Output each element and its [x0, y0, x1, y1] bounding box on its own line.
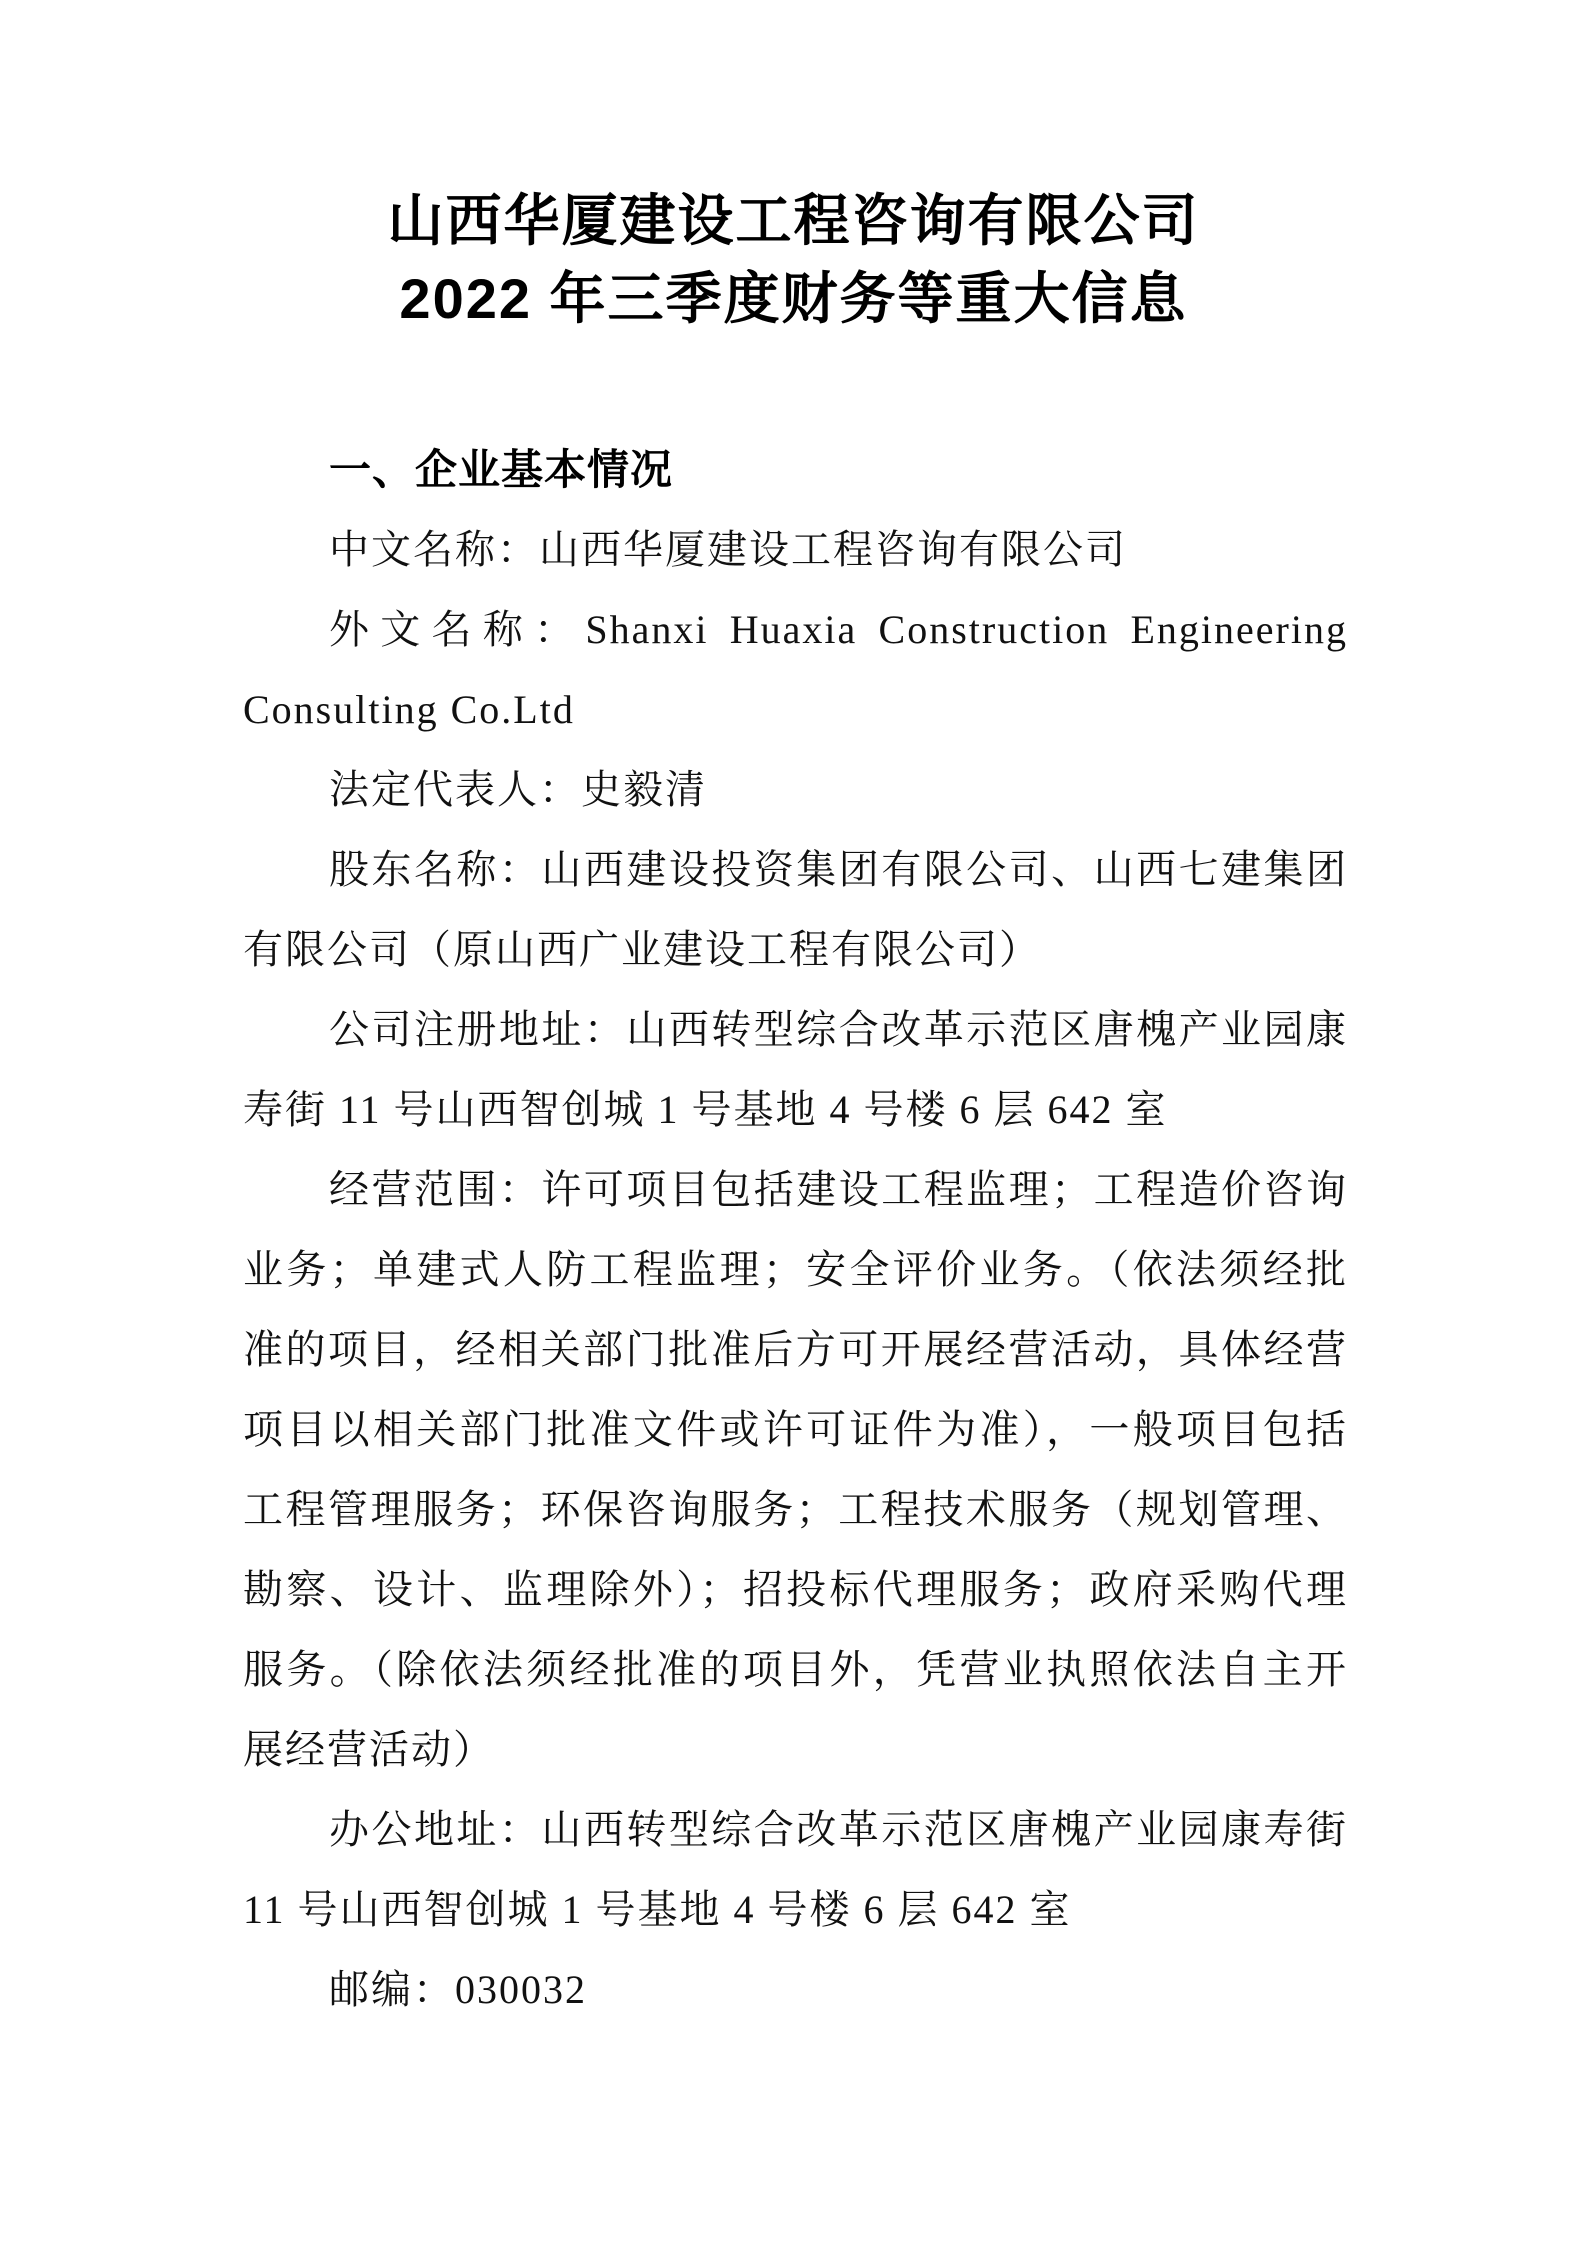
document-body [243, 430, 1348, 2030]
document-line: 勘察、设计、监理除外）；招投标代理服务；政府采购代理 [243, 1567, 1348, 1612]
document-line: 准的项目，经相关部门批准后方可开展经营活动，具体经营 [243, 1327, 1348, 1372]
document-line: 中文名称：山西华厦建设工程咨询有限公司 [329, 527, 1127, 572]
document-line: 项目以相关部门批准文件或许可证件为准），一般项目包括 [243, 1407, 1348, 1452]
document-line: 服务。（除依法须经批准的项目外，凭营业执照依法自主开 [243, 1647, 1348, 1692]
document-line: 经营范围：许可项目包括建设工程监理；工程造价咨询 [329, 1167, 1348, 1212]
document-line: 展经营活动） [243, 1727, 495, 1772]
document-line: Consulting Co.Ltd [243, 687, 575, 732]
document-line: 办公地址：山西转型综合改革示范区唐槐产业园康寿街 [329, 1807, 1348, 1852]
document-line: 有限公司（原山西广业建设工程有限公司） [243, 927, 1041, 972]
document-line: 公司注册地址：山西转型综合改革示范区唐槐产业园康 [329, 1007, 1348, 1052]
document-title [0, 182, 1587, 338]
document-line: 寿街 11 号山西智创城 1 号基地 4 号楼 6 层 642 室 [243, 1087, 1168, 1132]
document-line: 邮编：030032 [329, 1967, 587, 2012]
section-heading: 一、企业基本情况 [329, 446, 674, 493]
document-line: 工程管理服务；环保咨询服务；工程技术服务（规划管理、 [243, 1487, 1348, 1532]
document-line: 11 号山西智创城 1 号基地 4 号楼 6 层 642 室 [243, 1887, 1072, 1932]
document-line: 外文名称：Shanxi Huaxia Construction Engineering [329, 607, 1348, 652]
document-title-line-1: 山西华厦建设工程咨询有限公司 [387, 189, 1200, 252]
document-line: 股东名称：山西建设投资集团有限公司、山西七建集团 [329, 847, 1348, 892]
document-title-line-2: 2022 年三季度财务等重大信息 [399, 267, 1188, 330]
document-line: 业务；单建式人防工程监理；安全评价业务。（依法须经批 [243, 1247, 1348, 1292]
document-line: 法定代表人：史毅清 [329, 767, 707, 812]
